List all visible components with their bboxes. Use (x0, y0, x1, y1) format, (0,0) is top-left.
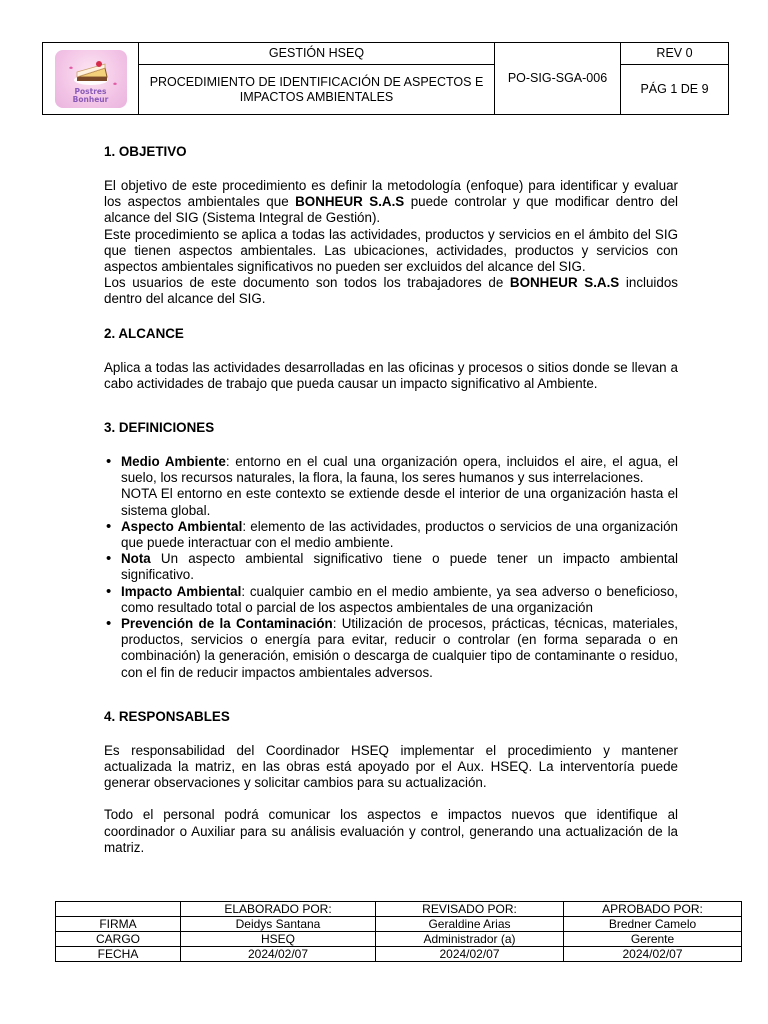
document-body (104, 142, 678, 856)
table-row (56, 932, 742, 947)
section-heading-definiciones: 3. DEFINICIONES (104, 420, 215, 436)
definitions-list (104, 454, 678, 681)
table-header-cell: REVISADO POR: (376, 902, 564, 917)
list-item: • Impacto Ambiental: cualquier cambio en el medio ambiente, ya sea adverso o beneficioso, como resultado total o parcial de los aspectos ambientales de una organización (104, 584, 678, 616)
table-cell: Geraldine Arias (376, 917, 564, 932)
management-label: GESTIÓN HSEQ (139, 43, 495, 65)
table-cell: HSEQ (181, 932, 376, 947)
table-cell: 2024/02/07 (564, 947, 742, 962)
objetivo-paragraph-2: Este procedimiento se aplica a todas las actividades, productos y servicios en el ámbito del SIG que tienen aspectos ambientales. Las ubicaciones, actividades, productos y servicios con aspectos ambientales significativos no pueden ser excluidos del alcance del SIG. (104, 226, 678, 275)
table-cell: 2024/02/07 (181, 947, 376, 962)
section-heading-responsables: 4. RESPONSABLES (104, 708, 230, 724)
objetivo-paragraph-1: El objetivo de este procedimiento es definir la metodología (enfoque) para identificar y evaluar los aspectos ambientales que BONHEUR S.A.S puede controlar y que modificar dentro del alcance del SIG (Sistema Integral de Gestión). (104, 178, 678, 226)
list-item: • Prevención de la Contaminación: Utilización de procesos, prácticas, técnicas, materiales, productos, servicios o energía para evitar, reducir o controlar (en forma separada o en combinación) la generación, emisión o descarga de cualquier tipo de contaminante o residuo, con el fin de reducir impactos ambientales adversos. (104, 616, 678, 681)
table-cell: Administrador (a) (376, 932, 564, 947)
table-header-cell: APROBADO POR: (564, 902, 742, 917)
table-cell: Gerente (564, 932, 742, 947)
list-item: • Medio Ambiente: entorno en el cual una organización opera, incluidos el aire, el agua, el suelo, los recursos naturales, la flora, la fauna, los seres humanos y sus interrelaciones. NOTA El entorno en este contexto se extiende desde el interior de una organización hasta el sistema global. (104, 454, 678, 519)
section-heading-alcance: 2. ALCANCE (104, 325, 184, 341)
table-header-cell: ELABORADO POR: (181, 902, 376, 917)
table-cell: CARGO (56, 932, 181, 947)
revision-label: REV 0 (621, 43, 729, 65)
table-cell: Bredner Camelo (564, 917, 742, 932)
table-header-cell (56, 902, 181, 917)
objetivo-paragraph-3: Los usuarios de este documento son todos los trabajadores de BONHEUR S.A.S incluidos dentro del alcance del SIG. (104, 275, 678, 307)
responsables-paragraph-2: Todo el personal podrá comunicar los aspectos e impactos nuevos que identifique al coordinador o Auxiliar para su análisis evaluación y control, generando una actualización de la matriz. (104, 807, 678, 855)
approval-table (55, 901, 742, 962)
alcance-paragraph: Aplica a todas las actividades desarrolladas en las oficinas y procesos o sitios donde se llevan a cabo actividades de trabajo que pueda causar un impacto significativo al Ambiente. (104, 359, 678, 391)
section-heading-objetivo: 1. OBJETIVO (104, 144, 187, 159)
document-header (42, 42, 729, 115)
table-row (56, 902, 742, 917)
logo-wordmark: Postres Bonheur (72, 86, 109, 104)
table-cell: 2024/02/07 (376, 947, 564, 962)
table-cell: Deidys Santana (181, 917, 376, 932)
table-cell: FECHA (56, 947, 181, 962)
table-row (56, 917, 742, 932)
document-code: PO-SIG-SGA-006 (495, 43, 621, 115)
table-cell: FIRMA (56, 917, 181, 932)
logo-cell (43, 43, 139, 115)
company-logo (55, 50, 127, 108)
list-item: • Aspecto Ambiental: elemento de las actividades, productos o servicios de una organización que puede interactuar con el medio ambiente. (104, 519, 678, 551)
list-item: • Nota Un aspecto ambiental significativo tiene o puede tener un impacto ambiental significativo. (104, 551, 678, 583)
page-counter: PÁG 1 DE 9 (621, 65, 729, 115)
document-title: PROCEDIMIENTO DE IDENTIFICACIÓN DE ASPECTOS E IMPACTOS AMBIENTALES (139, 65, 495, 115)
responsables-paragraph-1: Es responsabilidad del Coordinador HSEQ implementar el procedimiento y mantener actualizada la matriz, en las obras está apoyado por el Aux. HSEQ. La interventoría puede generar observaciones y solicitar cambios para su actualización. (104, 742, 678, 791)
table-row (56, 947, 742, 962)
